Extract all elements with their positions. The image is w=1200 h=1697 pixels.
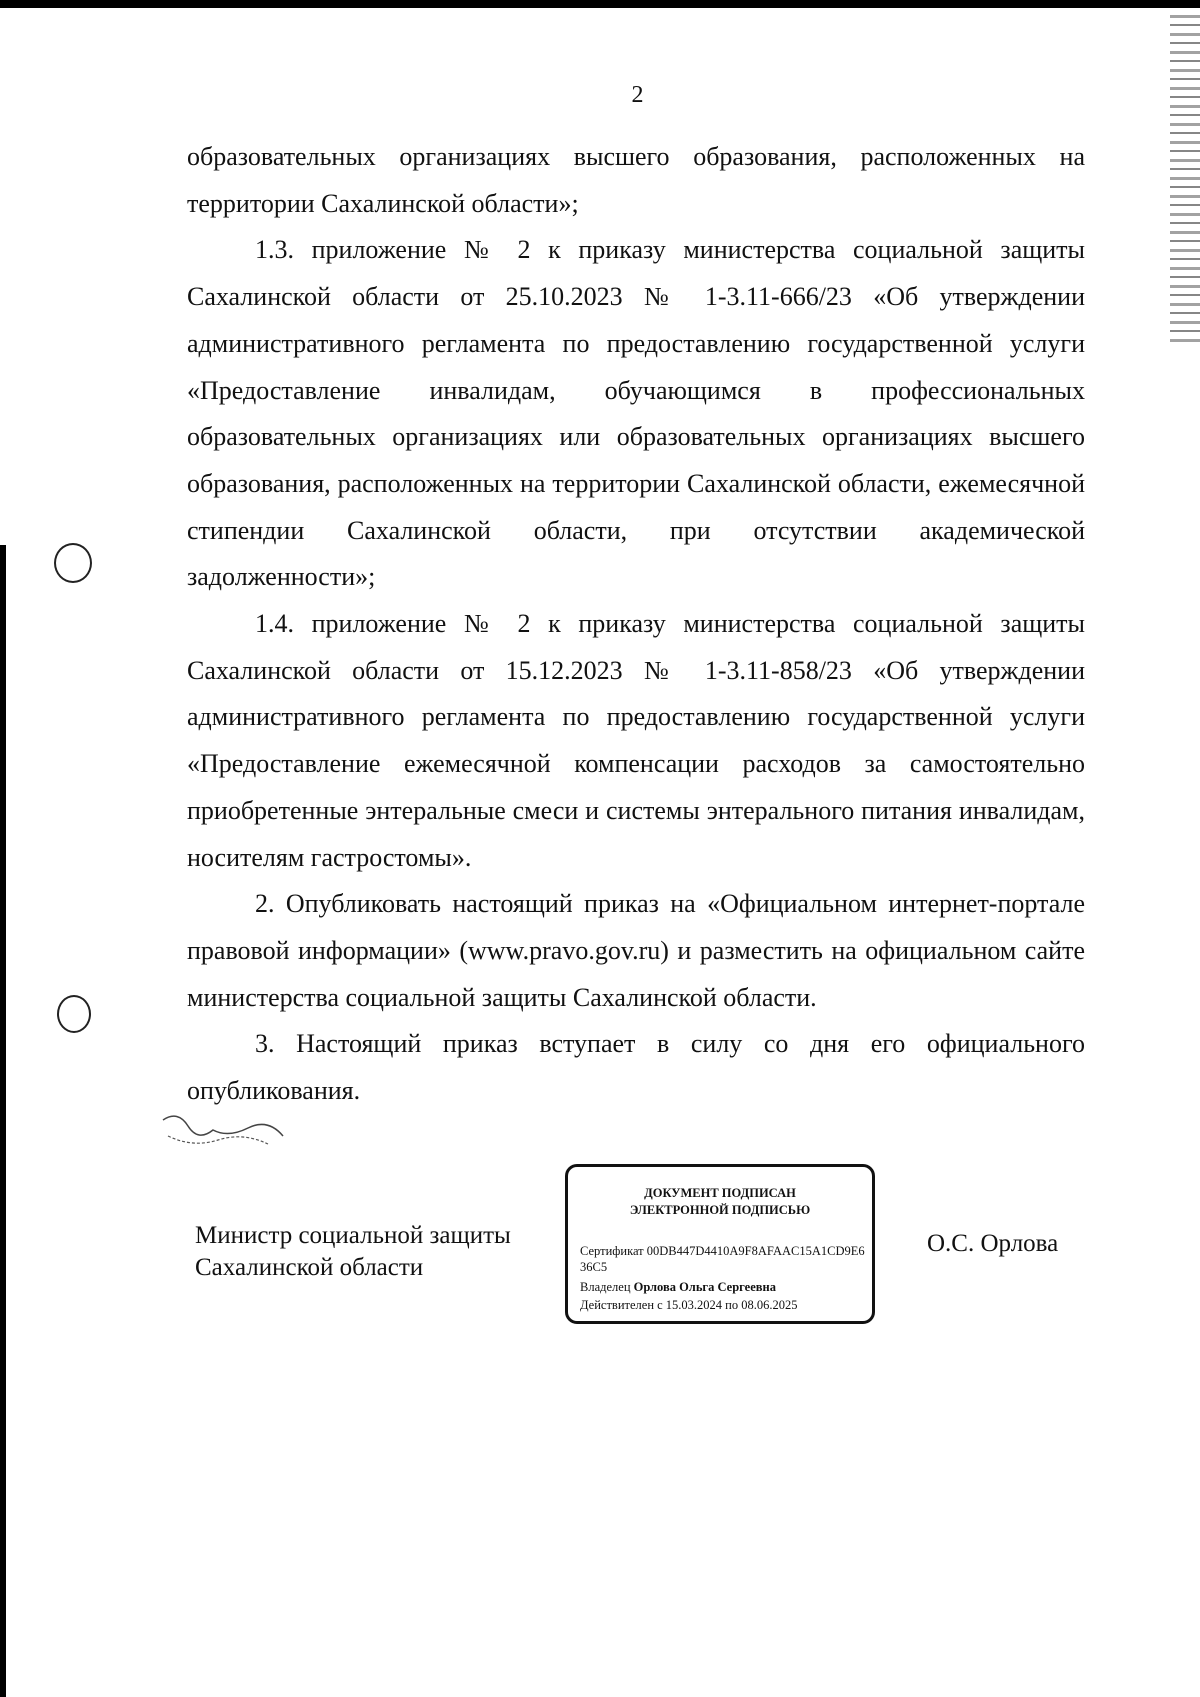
paragraph-continuation: образовательных организациях высшего образования, расположенных на территории Сахалинской области»; (187, 142, 1085, 218)
signer-name: О.С. Орлова (927, 1230, 1059, 1257)
scan-left-edge (0, 545, 6, 1697)
stamp-header-line: ДОКУМЕНТ ПОДПИСАН (644, 1186, 796, 1200)
stamp-certificate-value: 00DB447D4410A9F8AFAAC15A1CD9E636C5 (580, 1244, 865, 1274)
signer-position (195, 1220, 555, 1284)
stamp-header (568, 1185, 872, 1219)
stamp-validity: Действителен с 15.03.2024 по 08.06.2025 (580, 1298, 798, 1312)
signature-block (0, 1160, 1200, 1330)
paragraph-1-4: 1.4. приложение № 2 к приказу министерства социальной защиты Сахалинской области от 15.12.2023 № 1-3.11-858/23 «Об утверждении административного регламента по предоставлению государственной услуги «Предоставление ежемесячной компенсации расходов за самостоятельно приобретенные энтеральные смеси и системы энтерального питания инвалидам, носителям гастростомы». (187, 609, 1085, 872)
paragraph-1-3: 1.3. приложение № 2 к приказу министерства социальной защиты Сахалинской области от 25.10.2023 № 1-3.11-666/23 «Об утверждении административного регламента по предоставлению государственной услуги «Предоставление инвалидам, обучающимся в профессиональных образовательных организациях или образовательных организациях высшего образования, расположенных на территории Сахалинской области, ежемесячной стипендии Сахалинской области, при отсутствии академической задолженности»; (187, 235, 1085, 592)
paragraph-2: 2. Опубликовать настоящий приказ на «Официальном интернет-портале правовой информации» (www.pravo.gov.ru) и разместить на официальном сайте министерства социальной защиты Сахалинской области. (187, 889, 1085, 1012)
signer-position-line: Министр социальной защиты (195, 1222, 511, 1249)
stamp-certificate (580, 1243, 865, 1275)
electronic-signature-stamp (565, 1164, 875, 1324)
paragraph-3: 3. Настоящий приказ вступает в силу со дня его официального опубликования. (187, 1029, 1085, 1106)
stamp-certificate-label: Сертификат (580, 1244, 644, 1258)
page-number: 2 (631, 82, 644, 108)
punch-hole-icon (54, 543, 92, 583)
scan-top-edge (0, 0, 1200, 8)
handwritten-mark-icon (158, 1108, 298, 1158)
stamp-header-line: ЭЛЕКТРОННОЙ ПОДПИСЬЮ (629, 1203, 811, 1217)
signer-position-line: Сахалинской области (195, 1254, 424, 1281)
stamp-owner-value: Орлова Ольга Сергеевна (633, 1280, 776, 1294)
stamp-owner-label: Владелец (580, 1280, 631, 1294)
scan-right-edge (1170, 15, 1200, 345)
punch-hole-icon (57, 995, 91, 1033)
stamp-owner (580, 1279, 865, 1295)
document-body (187, 134, 1085, 1115)
